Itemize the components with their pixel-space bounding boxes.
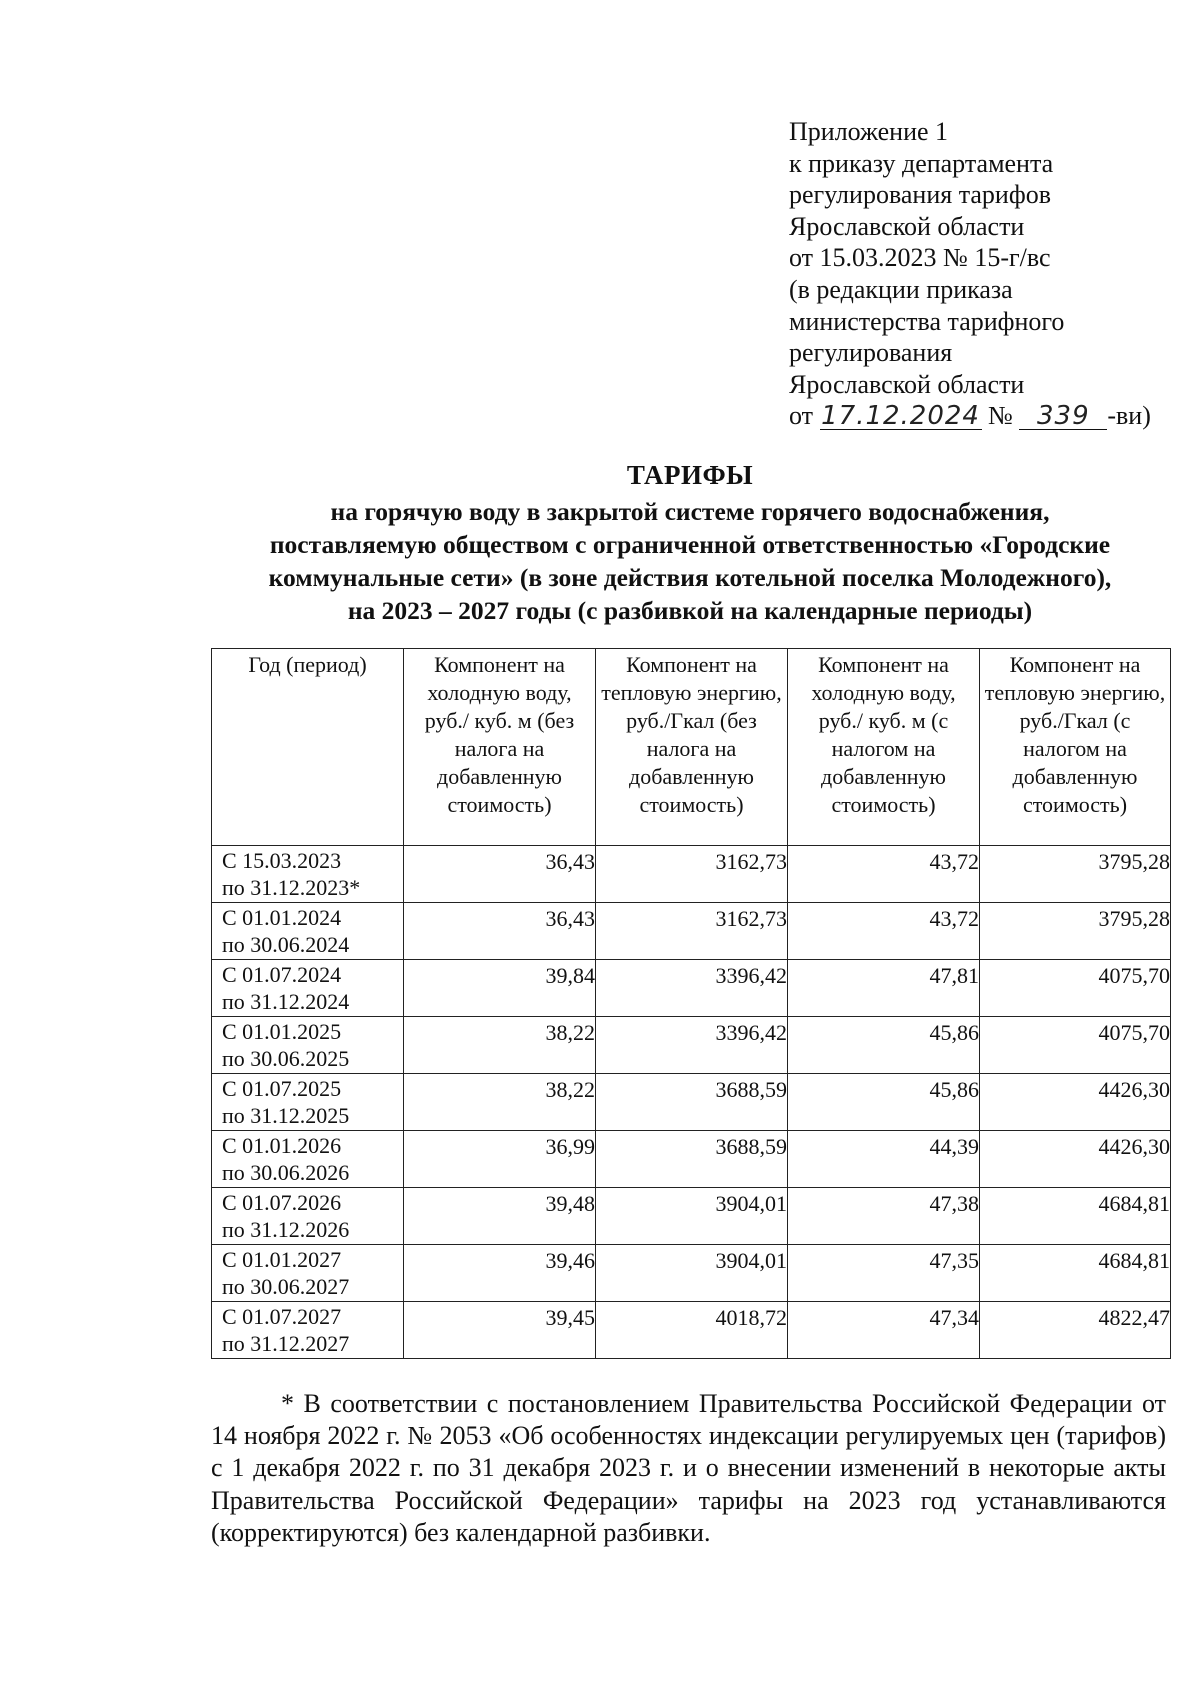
title-line: на горячую воду в закрытой системе горячего водоснабжения, bbox=[330, 497, 1050, 526]
table-row bbox=[212, 903, 1171, 960]
cell-cold-water-vat: 45,86 bbox=[788, 1074, 980, 1131]
table-header-row bbox=[212, 649, 1171, 846]
cell-heat-no-vat: 3396,42 bbox=[596, 1017, 788, 1074]
period-to: по 31.12.2024 bbox=[222, 989, 350, 1014]
period-to: по 30.06.2024 bbox=[222, 932, 350, 957]
cell-period bbox=[212, 1188, 404, 1245]
period-to: по 31.12.2023* bbox=[222, 875, 361, 900]
document-title bbox=[200, 459, 1180, 627]
cell-heat-no-vat: 3904,01 bbox=[596, 1245, 788, 1302]
cell-heat-no-vat: 3904,01 bbox=[596, 1188, 788, 1245]
title-line: коммунальные сети» (в зоне действия котельной поселка Молодежного), bbox=[268, 563, 1112, 592]
cell-cold-water-no-vat: 39,46 bbox=[404, 1245, 596, 1302]
period-to: по 30.06.2025 bbox=[222, 1046, 350, 1071]
appendix-line: к приказу департамента bbox=[789, 148, 1054, 178]
cell-cold-water-no-vat: 39,45 bbox=[404, 1302, 596, 1359]
table-row bbox=[212, 1017, 1171, 1074]
period-from: С 01.01.2025 bbox=[222, 1019, 342, 1044]
cell-period bbox=[212, 960, 404, 1017]
cell-heat-no-vat: 3688,59 bbox=[596, 1074, 788, 1131]
cell-cold-water-no-vat: 39,84 bbox=[404, 960, 596, 1017]
cell-heat-no-vat: 3162,73 bbox=[596, 846, 788, 903]
cell-cold-water-no-vat: 36,43 bbox=[404, 846, 596, 903]
period-from: С 01.01.2024 bbox=[222, 905, 342, 930]
period-from: С 15.03.2023 bbox=[222, 848, 342, 873]
period-to: по 30.06.2027 bbox=[222, 1274, 350, 1299]
period-from: С 01.07.2024 bbox=[222, 962, 342, 987]
cell-period bbox=[212, 903, 404, 960]
period-to: по 31.12.2027 bbox=[222, 1331, 350, 1356]
cell-period bbox=[212, 1017, 404, 1074]
appendix-line: регулирования тарифов bbox=[789, 180, 1051, 210]
cell-cold-water-vat: 47,34 bbox=[788, 1302, 980, 1359]
cell-heat-no-vat: 4018,72 bbox=[596, 1302, 788, 1359]
appendix-line: (в редакции приказа bbox=[789, 274, 1013, 304]
cell-heat-no-vat: 3162,73 bbox=[596, 903, 788, 960]
cell-heat-vat: 3795,28 bbox=[980, 903, 1171, 960]
cell-cold-water-no-vat: 38,22 bbox=[404, 1074, 596, 1131]
period-from: С 01.07.2027 bbox=[222, 1304, 342, 1329]
appendix-block bbox=[789, 116, 1169, 432]
cell-cold-water-vat: 43,72 bbox=[788, 903, 980, 960]
header-heat-no-vat: Компонент на тепловую энергию, руб./Гкал (без налога на добавленную стоимость) bbox=[596, 649, 788, 846]
period-from: С 01.07.2025 bbox=[222, 1076, 342, 1101]
cell-heat-vat: 4075,70 bbox=[980, 960, 1171, 1017]
appendix-line: Ярославской области bbox=[789, 369, 1025, 399]
tariff-table bbox=[211, 648, 1171, 1359]
cell-cold-water-no-vat: 39,48 bbox=[404, 1188, 596, 1245]
title-line: поставляемую обществом с ограниченной ответственностью «Городские bbox=[269, 530, 1111, 559]
cell-heat-vat: 4822,47 bbox=[980, 1302, 1171, 1359]
cell-heat-no-vat: 3396,42 bbox=[596, 960, 788, 1017]
cell-heat-vat: 4426,30 bbox=[980, 1074, 1171, 1131]
appendix-line: Приложение 1 bbox=[789, 117, 949, 146]
handwritten-date: 17.12.2024 bbox=[821, 401, 980, 432]
footnote-text: * В соответствии с постановлением Правительства Российской Федерации от 14 ноября 2022 г. № 2053 «Об особенностях индексации регулируемых цен (тарифов) с 1 декабря 2022 г. по 31 декабря 2023 г. и о внесении изменений в некоторые акты Правительства Российской Федерации» тарифы на 2023 год устанавливаются (корректируются) без календарной разбивки. bbox=[211, 1389, 1166, 1547]
cell-period bbox=[212, 1302, 404, 1359]
table-row bbox=[212, 846, 1171, 903]
table-row bbox=[212, 1245, 1171, 1302]
table-row bbox=[212, 960, 1171, 1017]
title-main: ТАРИФЫ bbox=[626, 460, 754, 490]
cell-heat-vat: 4426,30 bbox=[980, 1131, 1171, 1188]
period-to: по 30.06.2026 bbox=[222, 1160, 350, 1185]
header-cold-water-vat: Компонент на холодную воду, руб./ куб. м (с налогом на добавленную стоимость) bbox=[788, 649, 980, 846]
period-from: С 01.01.2027 bbox=[222, 1247, 342, 1272]
handwritten-number: 339 bbox=[1019, 403, 1107, 430]
header-period: Год (период) bbox=[212, 649, 404, 846]
cell-period bbox=[212, 846, 404, 903]
cell-cold-water-vat: 44,39 bbox=[788, 1131, 980, 1188]
cell-heat-no-vat: 3688,59 bbox=[596, 1131, 788, 1188]
table-row bbox=[212, 1302, 1171, 1359]
amendment-prefix: от bbox=[789, 401, 814, 431]
cell-cold-water-vat: 43,72 bbox=[788, 846, 980, 903]
cell-period bbox=[212, 1131, 404, 1188]
cell-cold-water-no-vat: 36,43 bbox=[404, 903, 596, 960]
cell-cold-water-vat: 45,86 bbox=[788, 1017, 980, 1074]
cell-heat-vat: 4684,81 bbox=[980, 1245, 1171, 1302]
period-from: С 01.07.2026 bbox=[222, 1190, 342, 1215]
footnote bbox=[211, 1388, 1166, 1549]
cell-cold-water-no-vat: 38,22 bbox=[404, 1017, 596, 1074]
period-to: по 31.12.2026 bbox=[222, 1217, 350, 1242]
appendix-line: министерства тарифного bbox=[789, 306, 1065, 336]
header-cold-water-no-vat: Компонент на холодную воду, руб./ куб. м (без налога на добавленную стоимость) bbox=[404, 649, 596, 846]
cell-period bbox=[212, 1074, 404, 1131]
period-from: С 01.01.2026 bbox=[222, 1133, 342, 1158]
appendix-line: Ярославской области bbox=[789, 211, 1025, 241]
cell-cold-water-vat: 47,38 bbox=[788, 1188, 980, 1245]
cell-heat-vat: 3795,28 bbox=[980, 846, 1171, 903]
appendix-line: регулирования bbox=[789, 338, 953, 368]
number-sign: № bbox=[988, 401, 1013, 431]
header-heat-vat: Компонент на тепловую энергию, руб./Гкал (с налогом на добавленную стоимость) bbox=[980, 649, 1171, 846]
table-row bbox=[212, 1188, 1171, 1245]
appendix-line: от 15.03.2023 № 15-г/вс bbox=[789, 243, 1051, 273]
table-row bbox=[212, 1131, 1171, 1188]
cell-cold-water-vat: 47,81 bbox=[788, 960, 980, 1017]
period-to: по 31.12.2025 bbox=[222, 1103, 350, 1128]
title-line: на 2023 – 2027 годы (с разбивкой на календарные периоды) bbox=[347, 596, 1033, 625]
appendix-amendment-line bbox=[789, 400, 1169, 432]
cell-heat-vat: 4075,70 bbox=[980, 1017, 1171, 1074]
cell-heat-vat: 4684,81 bbox=[980, 1188, 1171, 1245]
cell-period bbox=[212, 1245, 404, 1302]
table-row bbox=[212, 1074, 1171, 1131]
cell-cold-water-vat: 47,35 bbox=[788, 1245, 980, 1302]
amendment-suffix: -ви) bbox=[1107, 401, 1151, 431]
cell-cold-water-no-vat: 36,99 bbox=[404, 1131, 596, 1188]
